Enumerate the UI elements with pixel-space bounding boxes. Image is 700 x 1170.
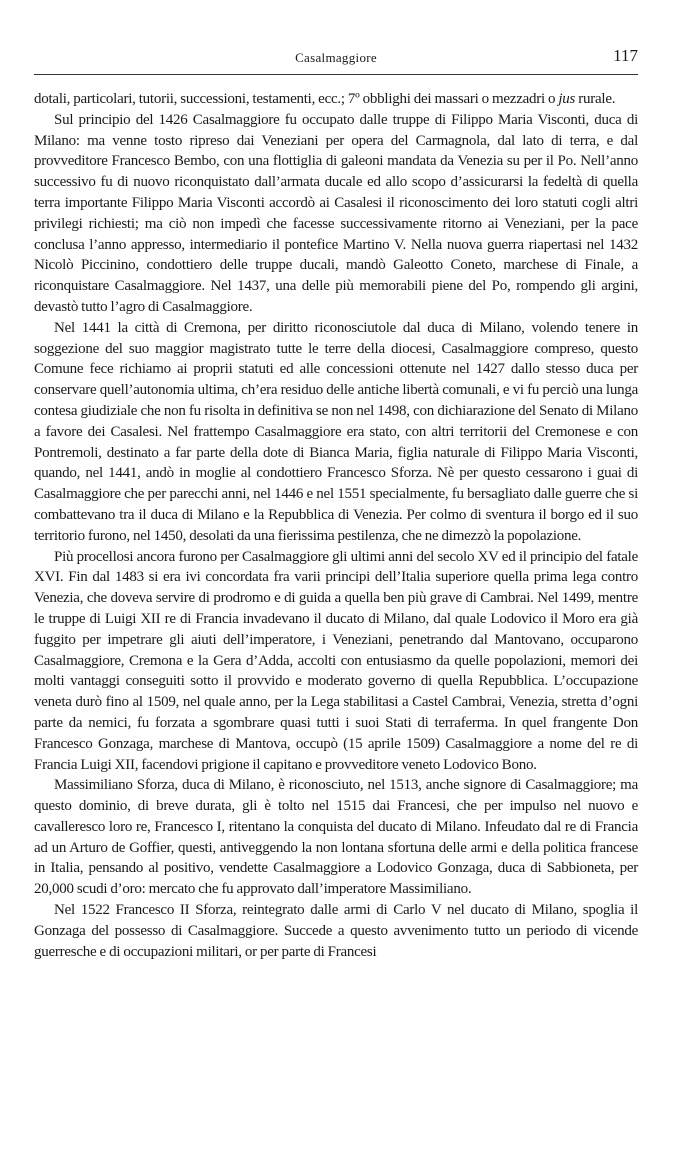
running-head: Casalmaggiore	[295, 50, 377, 65]
body-text	[34, 89, 638, 962]
paragraph-1-text: dotali, particolari, tutorii, successioni, testamenti, ecc.; 7º obblighi dei massari o mezzadri o	[34, 91, 559, 107]
paragraph-5: Massimiliano Sforza, duca di Milano, è riconosciuto, nel 1513, anche signore di Casalmaggiore; ma questo dominio, di breve durata, gli è tolto nel 1515 dai Francesi, che per impulso nel nuovo e cavalleresco loro re, Francesco I, ritentano la conquista del ducato di Milano. Infeudato dal re di Francia ad un Arturo de Goffier, questi, antiveggendo la non lontana sfortuna delle armi e della politica francese in Italia, pensando al positivo, vendette Casalmaggiore a Lodovico Gonzaga, duca di Sabbioneta, per 20,000 scudi d’oro: mercato che fu approvato dall’imperatore Massimiliano.	[34, 777, 638, 898]
paragraph-1	[34, 89, 638, 110]
header-rule	[34, 74, 638, 75]
page-header	[34, 46, 638, 70]
paragraph-3: Nel 1441 la città di Cremona, per diritto riconosciutole dal duca di Milano, volendo tenere in soggezione del suo maggior magistrato tutte le terre della diocesi, Casalmaggiore compreso, questo Comune fece richiamo ai proprii statuti ed alle concessioni ottenute nel 1427 dallo stesso duca per conservare quell’autonomia ultima, ch’era residuo delle antiche libertà comunali, e vi fu perciò una lunga contesa giudiziale che non fu risolta in definitiva se non nel 1498, con dichiarazione del Senato di Milano a favore dei Casalesi. Nel frattempo Casalmaggiore era stato, con altri territorii del Cremonese e con Pontremoli, destinato a far parte della dote di Bianca Maria, figlia naturale di Filippo Maria Visconti, quando, nel 1441, andò in moglie al condottiero Francesco Sforza. Nè per questo cessarono i guai di Casalmaggiore che per parecchi anni, nel 1446 e nel 1551 specialmente, fu bersagliato dalle guerre che si combattevano tra il duca di Milano e la Repubblica di Venezia. Per colmo di sventura il borgo ed il suo territorio furono, nel 1450, desolati da una fierissima pestilenza, che ne dimezzò la popolazione.	[34, 319, 638, 544]
paragraph-6: Nel 1522 Francesco II Sforza, reintegrato dalle armi di Carlo V nel ducato di Milano, spoglia il Gonzaga del possesso di Casalmaggiore. Succede a questo avvenimento tutto un periodo di vicende guerresche e di occupazioni militari, or per parte di Francesi	[34, 902, 638, 960]
paragraph-4: Più procellosi ancora furono per Casalmaggiore gli ultimi anni del secolo XV ed il principio del fatale XVI. Fin dal 1483 si era ivi concordata fra varii principi dell’Italia superiore quella prima lega contro Venezia, che doveva servire di prodromo e di guida a quella ben più grave di Cambrai. Nel 1499, mentre le truppe di Luigi XII re di Francia invadevano il ducato di Milano, dal quale Lodovico il Moro era già fuggito per impetrare gli aiuti dell’imperatore, i Veneziani, penetrando dal Mantovano, occuparono Casalmaggiore, Cremona e la Gera d’Adda, accolti con entusiasmo da quelle popolazioni, memori dei molti vantaggi conseguiti sotto il provvido e moderato governo di quella Repubblica. L’occupazione veneta durò fino al 1509, nel quale anno, per la Lega stabilitasi a Castel Cambrai, Venezia, stretta d’ogni parte da nemici, fu forzata a sgombrare quasi tutti i suoi Stati di terraferma. In quel frangente Don Francesco Gonzaga, marchese di Mantova, occupò (15 aprile 1509) Casalmaggiore a nome del re di Francia Luigi XII, facendovi prigione il capitano e provveditore veneto Lodovico Bono.	[34, 548, 638, 773]
book-page	[34, 46, 638, 962]
paragraph-1-tail: rurale.	[575, 91, 616, 107]
paragraph-1-italic-term: jus	[558, 91, 576, 107]
paragraph-2: Sul principio del 1426 Casalmaggiore fu occupato dalle truppe di Filippo Maria Visconti, duca di Milano: ma venne tosto ripreso dai Veneziani per opera del Carmagnola, dal lato di terra, e dal provveditore Francesco Bembo, con una flottiglia di galeoni mandata da Venezia su per il Po. Nell’anno successivo fu di nuovo riconquistato dall’armata ducale ed allo scopo d’assicurarsi la fedeltà di quella terra importante Filippo Maria Visconti accordò ai Casalesi il riconoscimento dei loro statuti cogli altri privilegi richiesti; ma ciò non impedì che facesse successivamente ritorno ai Veneziani, per la pace conclusa l’anno appresso, intermediario il pontefice Martino V. Nella nuova guerra riapertasi nel 1432 Nicolò Piccinino, condottiero delle truppe ducali, mandò Galeotto Coneto, marchese di Finale, a riconquistare Casalmaggiore. Nel 1437, una delle più memorabili piene del Po, rompendo gli argini, devastò tutto l’agro di Casalmaggiore.	[34, 111, 638, 315]
page-number: 117	[613, 46, 638, 65]
